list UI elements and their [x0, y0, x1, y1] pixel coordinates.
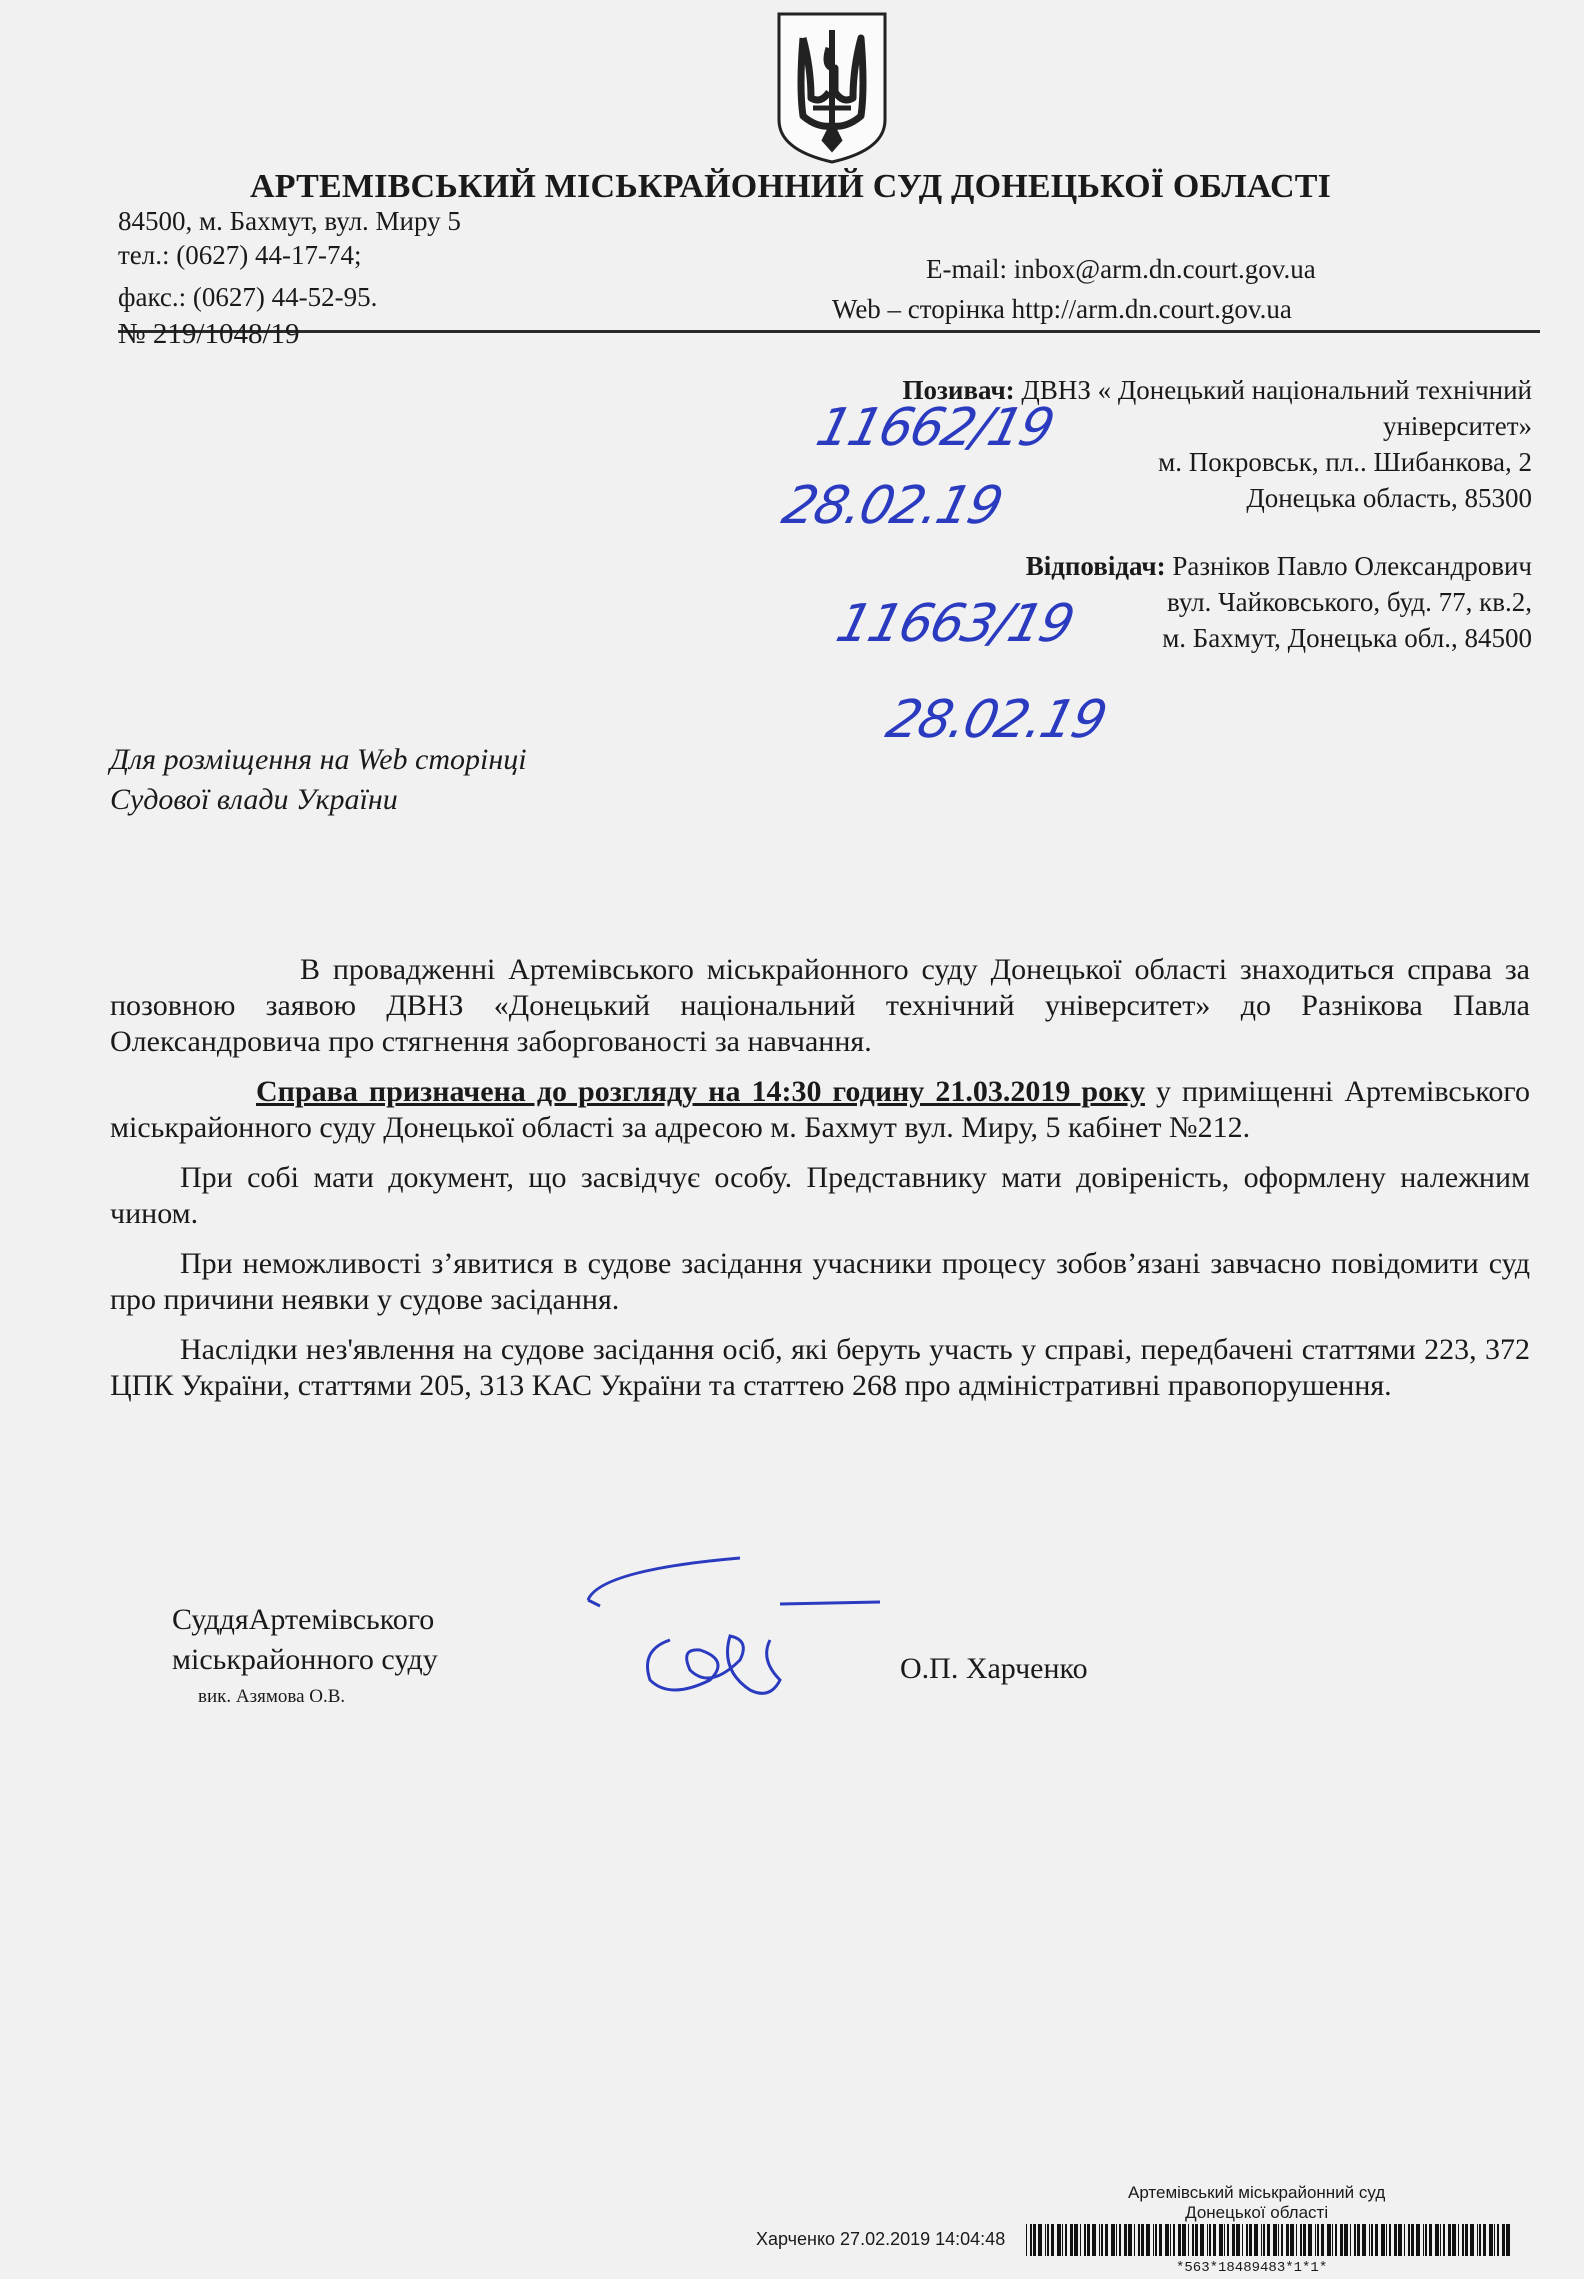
hearing-date-highlight: Справа призначена до розгляду на 14:30 годину 21.03.2019 року [256, 1075, 1145, 1108]
court-name-heading: АРТЕМІВСЬКИЙ МІСЬКРАЙОННИЙ СУД ДОНЕЦЬКОЇ ОБЛАСТІ [250, 168, 1332, 205]
plaintiff-label: Позивач: [902, 375, 1015, 405]
hearing-location: у приміщенні Артемівського міськрайонного суду Донецької області за адресою м. Бахмут вул. Миру, 5 кабінет №212. [110, 1075, 1530, 1144]
e-signature-court-line1: Артемівський міськрайонний суд [1128, 2183, 1386, 2202]
e-signature-court-line2: Донецької області [1185, 2203, 1329, 2222]
executor-name: вик. Азямова О.В. [198, 1686, 346, 1707]
barcode [1026, 2224, 1512, 2256]
plaintiff-name: ДВНЗ « Донецький національний технічний [1021, 375, 1532, 405]
barcode-number: *563*18489483*1*1* [1176, 2260, 1328, 2276]
paragraph-consequences: Наслідки нез'явлення на судове засідання осіб, які беруть участь у справі, передбачені статтями 223, 372 ЦПК України, статтями 205, 313 КАС України та статтею 268 про адміністративні правопорушення. [110, 1333, 1530, 1402]
paragraph-case-info: В провадженні Артемівського міськрайонного суду Донецької області знаходиться справа за позовною заявою ДВНЗ «Донецький національний технічний університет» до Разнікова Павла Олександровича про стягнення заборгованості за навчання. [110, 953, 1530, 1058]
court-email: E-mail: inbox@arm.dn.court.gov.ua [926, 254, 1316, 284]
plaintiff-name-cont: університет» [1382, 411, 1532, 441]
court-website: Web – сторінка http://arm.dn.court.gov.ua [832, 294, 1292, 324]
court-phone: тел.: (0627) 44-17-74; [118, 240, 362, 270]
handwritten-date-1: 28.02.19 [776, 476, 1008, 536]
judge-title [172, 1600, 438, 1680]
e-signature-court [1128, 2183, 1385, 2223]
defendant-block [1026, 548, 1532, 656]
defendant-name: Разніков Павло Олександрович [1172, 551, 1532, 581]
handwritten-reg-number-2: 11663/19 [830, 594, 1079, 654]
paragraph-absence: При неможливості з’явитися в судове засідання учасники процесу зобов’язані завчасно повідомити суд про причини неявки у судове засідання. [110, 1247, 1530, 1316]
header-divider [118, 330, 1540, 333]
defendant-city: м. Бахмут, Донецька обл., 84500 [1162, 623, 1532, 653]
court-address: 84500, м. Бахмут, вул. Миру 5 [118, 206, 461, 236]
coat-of-arms-emblem [773, 8, 891, 166]
judge-name: О.П. Харченко [900, 1652, 1088, 1685]
placement-note-line1: Для розміщення на Web сторінці [110, 743, 527, 776]
defendant-label: Відповідач: [1025, 551, 1166, 581]
plaintiff-region: Донецька область, 85300 [1246, 483, 1532, 513]
plaintiff-address: м. Покровськ, пл.. Шибанкова, 2 [1158, 447, 1532, 477]
placement-note-line2: Судової влади України [110, 783, 398, 816]
court-fax: факс.: (0627) 44-52-95. [118, 282, 378, 312]
handwritten-date-2: 28.02.19 [880, 690, 1112, 750]
paragraph-hearing [110, 1074, 1530, 1146]
judge-title-line2: міськрайонного суду [172, 1643, 438, 1676]
paragraph-documents: При собі мати документ, що засвідчує особу. Представнику мати довіреність, оформлену належним чином. [110, 1161, 1530, 1230]
placement-note [110, 740, 527, 820]
handwritten-reg-number-1: 11662/19 [810, 398, 1059, 458]
e-signature-date: Харченко 27.02.2019 14:04:48 [756, 2229, 1006, 2249]
defendant-street: вул. Чайковського, буд. 77, кв.2, [1167, 587, 1532, 617]
notice-body [110, 952, 1530, 1418]
handwritten-signature [580, 1540, 920, 1720]
case-number: № 219/1048/19 [118, 318, 300, 350]
judge-title-line1: СуддяАртемівського [172, 1603, 435, 1636]
